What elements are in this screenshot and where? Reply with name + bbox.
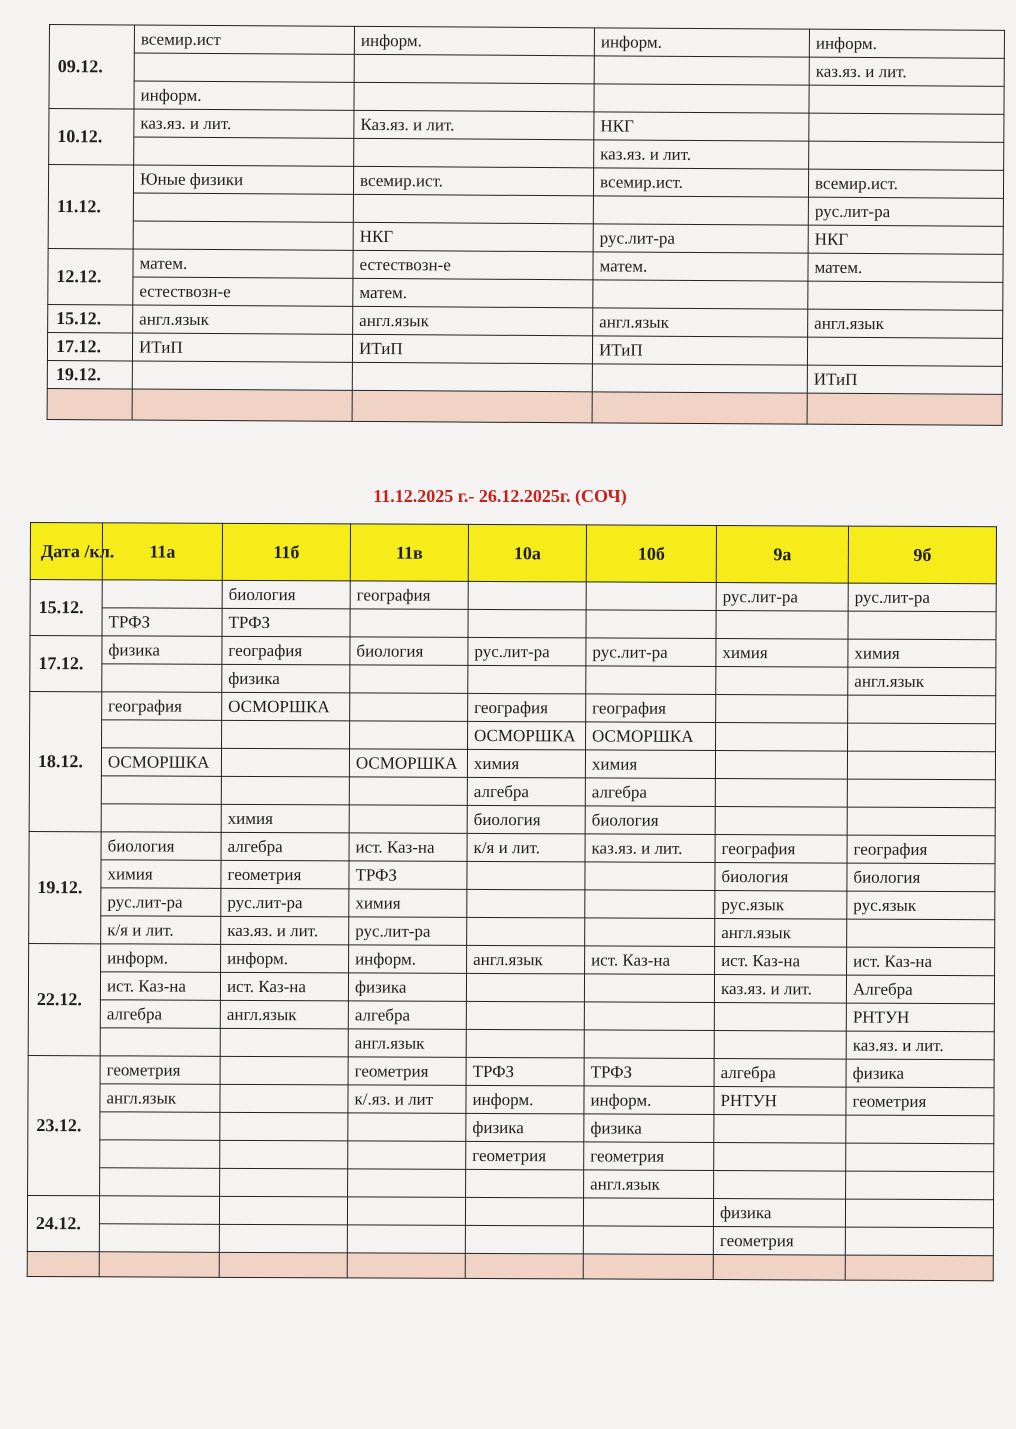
subject-cell: Каз.яз. и лит. bbox=[354, 110, 594, 139]
table-row bbox=[28, 971, 994, 1003]
subject-cell: ИТиП bbox=[132, 333, 352, 362]
table-row bbox=[30, 636, 996, 668]
subject-cell: биология bbox=[715, 862, 847, 891]
subject-cell bbox=[586, 666, 716, 695]
main-schedule-body bbox=[27, 580, 996, 1281]
subject-cell bbox=[847, 751, 995, 780]
footer-row bbox=[27, 1251, 993, 1280]
header-cell-10a: 10а bbox=[468, 524, 586, 582]
header-cell-11a: 11а bbox=[102, 523, 222, 581]
subject-cell bbox=[347, 1225, 465, 1254]
subject-cell: ист. Каз-на bbox=[715, 946, 847, 975]
date-cell: 24.12. bbox=[27, 1195, 99, 1251]
subject-cell: геометрия bbox=[348, 1057, 466, 1086]
subject-cell: англ.язык bbox=[584, 1170, 714, 1199]
subject-cell bbox=[584, 1002, 714, 1031]
subject-cell bbox=[807, 337, 1002, 366]
subject-cell bbox=[348, 1113, 466, 1142]
subject-cell: алгебра bbox=[714, 1058, 846, 1087]
subject-cell: НКГ bbox=[594, 112, 809, 141]
footer-cell bbox=[99, 1252, 219, 1278]
header-cell-9b: 9б bbox=[848, 526, 996, 584]
subject-cell bbox=[715, 750, 847, 779]
subject-cell bbox=[347, 1197, 465, 1226]
subject-cell bbox=[846, 1143, 994, 1172]
subject-cell: география bbox=[350, 581, 468, 610]
subject-cell: химия bbox=[585, 750, 715, 779]
subject-cell bbox=[586, 582, 716, 611]
subject-cell bbox=[352, 362, 592, 391]
subject-cell: ОСМОРШКА bbox=[349, 749, 467, 778]
subject-cell bbox=[809, 141, 1004, 170]
subject-cell bbox=[809, 113, 1004, 142]
subject-cell: информ. bbox=[584, 1086, 714, 1115]
table-row bbox=[28, 1167, 994, 1199]
subject-cell: география bbox=[102, 692, 222, 721]
subject-cell bbox=[716, 666, 848, 695]
date-cell: 18.12. bbox=[29, 692, 102, 832]
subject-cell: рус.лит-ра bbox=[593, 224, 808, 253]
subject-cell: физика bbox=[466, 1113, 584, 1142]
date-cell: 23.12. bbox=[28, 1055, 101, 1195]
subject-cell bbox=[350, 609, 468, 638]
subject-cell bbox=[714, 1002, 846, 1031]
subject-cell: информ. bbox=[221, 944, 349, 973]
subject-cell bbox=[715, 806, 847, 835]
subject-cell bbox=[467, 889, 585, 918]
subject-cell bbox=[100, 1028, 220, 1057]
subject-cell: ист. Каз-на bbox=[349, 833, 467, 862]
subject-cell bbox=[99, 1196, 219, 1225]
date-cell: 12.12. bbox=[48, 248, 133, 305]
subject-cell bbox=[468, 581, 586, 610]
subject-cell bbox=[348, 1141, 466, 1170]
subject-cell bbox=[349, 777, 467, 806]
subject-cell bbox=[583, 1226, 713, 1255]
subject-cell bbox=[354, 82, 594, 111]
subject-cell: всемир.ист. bbox=[353, 166, 593, 195]
footer-cell bbox=[27, 1251, 99, 1276]
date-cell: 15.12. bbox=[48, 304, 133, 333]
subject-cell: биология bbox=[847, 863, 995, 892]
subject-cell bbox=[102, 664, 222, 693]
subject-cell bbox=[593, 280, 808, 309]
subject-cell: информ. bbox=[809, 29, 1004, 58]
subject-cell bbox=[848, 611, 996, 640]
subject-cell: ист. Каз-на bbox=[847, 947, 995, 976]
subject-cell: ИТиП bbox=[807, 365, 1002, 394]
subject-cell: ТРФЗ bbox=[349, 861, 467, 890]
table-row bbox=[30, 692, 996, 724]
subject-cell bbox=[348, 1169, 466, 1198]
subject-cell: геометрия bbox=[221, 860, 349, 889]
subject-cell bbox=[586, 610, 716, 639]
footer-cell bbox=[807, 393, 1002, 425]
subject-cell: матем. bbox=[593, 252, 808, 281]
subject-cell: ист. Каз-на bbox=[220, 972, 348, 1001]
subject-cell bbox=[99, 1224, 219, 1253]
table-row bbox=[30, 664, 996, 696]
subject-cell bbox=[102, 580, 222, 609]
subject-cell bbox=[133, 221, 353, 250]
subject-cell: всемир.ист. bbox=[593, 168, 808, 197]
table-row bbox=[27, 1195, 993, 1227]
table-row bbox=[29, 943, 995, 975]
footer-cell bbox=[347, 1253, 465, 1279]
subject-cell bbox=[222, 720, 350, 749]
subject-cell bbox=[845, 1227, 993, 1256]
date-cell: 15.12. bbox=[30, 580, 102, 636]
subject-cell: НКГ bbox=[353, 222, 593, 251]
subject-cell: химия bbox=[221, 804, 349, 833]
subject-cell: матем. bbox=[133, 249, 353, 278]
subject-cell bbox=[220, 1112, 348, 1141]
subject-cell bbox=[808, 281, 1003, 310]
date-cell: 22.12. bbox=[28, 943, 100, 1055]
subject-cell: география bbox=[468, 693, 586, 722]
subject-cell bbox=[102, 720, 222, 749]
subject-cell bbox=[809, 85, 1004, 114]
subject-cell: всемир.ист. bbox=[808, 169, 1003, 198]
subject-cell bbox=[467, 861, 585, 890]
subject-cell: биология bbox=[467, 805, 585, 834]
subject-cell: каз.яз. и лит. bbox=[134, 109, 354, 138]
subject-cell: химия bbox=[101, 860, 221, 889]
subject-cell bbox=[133, 193, 353, 222]
subject-cell bbox=[715, 778, 847, 807]
subject-cell: каз.яз. и лит. bbox=[221, 916, 349, 945]
subject-cell bbox=[583, 1198, 713, 1227]
subject-cell bbox=[466, 1001, 584, 1030]
subject-cell bbox=[848, 695, 996, 724]
subject-cell: алгебра bbox=[221, 832, 349, 861]
subject-cell: биология bbox=[101, 832, 221, 861]
subject-cell: биология bbox=[585, 806, 715, 835]
subject-cell: рус.лит-ра bbox=[221, 888, 349, 917]
subject-cell bbox=[101, 804, 221, 833]
subject-cell: рус.лит-ра bbox=[586, 638, 716, 667]
subject-cell bbox=[584, 974, 714, 1003]
footer-cell bbox=[465, 1253, 583, 1279]
subject-cell bbox=[221, 748, 349, 777]
subject-cell: рус.язык bbox=[847, 891, 995, 920]
subject-cell: химия bbox=[467, 749, 585, 778]
subject-cell: информ. bbox=[134, 81, 354, 110]
subject-cell: рус.лит-ра bbox=[101, 888, 221, 917]
subject-cell: англ.язык bbox=[133, 305, 353, 334]
subject-cell bbox=[350, 665, 468, 694]
subject-cell: к/я и лит. bbox=[101, 916, 221, 945]
subject-cell: физика bbox=[713, 1198, 845, 1227]
subject-cell: физика bbox=[102, 636, 222, 665]
subject-cell: физика bbox=[222, 664, 350, 693]
date-cell: 19.12. bbox=[29, 831, 101, 943]
date-cell: 11.12. bbox=[48, 165, 134, 250]
subject-cell: каз.яз. и лит. bbox=[585, 834, 715, 863]
subject-cell: ИТиП bbox=[592, 336, 807, 365]
header-cell-date: Дата /кл. bbox=[30, 523, 102, 580]
subject-cell bbox=[134, 137, 354, 166]
subject-cell bbox=[585, 918, 715, 947]
table-row bbox=[29, 831, 995, 863]
subject-cell: ист. Каз-на bbox=[100, 972, 220, 1001]
subject-cell bbox=[100, 1140, 220, 1169]
subject-cell: естествозн-е bbox=[133, 277, 353, 306]
subject-cell bbox=[466, 1029, 584, 1058]
header-cell-11b: 11б bbox=[222, 523, 350, 581]
table-row bbox=[28, 1083, 994, 1115]
table-row bbox=[28, 1139, 994, 1171]
subject-cell bbox=[714, 1170, 846, 1199]
subject-cell: химия bbox=[716, 638, 848, 667]
subject-cell bbox=[221, 776, 349, 805]
table-row bbox=[29, 775, 995, 807]
subject-cell bbox=[592, 364, 807, 393]
main-schedule-table bbox=[27, 522, 997, 1281]
subject-cell: рус.лит-ра bbox=[468, 637, 586, 666]
subject-cell: всемир.ист bbox=[134, 25, 354, 54]
subject-cell: биология bbox=[222, 580, 350, 609]
subject-cell bbox=[220, 1056, 348, 1085]
top-schedule-body bbox=[47, 25, 1004, 426]
subject-cell bbox=[847, 919, 995, 948]
subject-cell: информ. bbox=[466, 1085, 584, 1114]
subject-cell: геометрия bbox=[713, 1226, 845, 1255]
subject-cell bbox=[716, 722, 848, 751]
subject-cell: физика bbox=[348, 973, 466, 1002]
date-cell: 17.12. bbox=[47, 332, 132, 361]
header-cell-9a: 9а bbox=[716, 525, 848, 583]
subject-cell: ТРФЗ bbox=[584, 1058, 714, 1087]
subject-cell: НКГ bbox=[808, 225, 1003, 254]
subject-cell: каз.яз. и лит. bbox=[809, 57, 1004, 86]
subject-cell bbox=[349, 805, 467, 834]
table-row bbox=[28, 1027, 994, 1059]
header-cell-10b: 10б bbox=[586, 525, 716, 583]
subject-cell: геометрия bbox=[466, 1141, 584, 1170]
subject-cell: география bbox=[586, 694, 716, 723]
subject-cell: к/.яз. и лит bbox=[348, 1085, 466, 1114]
subject-cell bbox=[354, 138, 594, 167]
subject-cell: каз.яз. и лит. bbox=[714, 974, 846, 1003]
table-row bbox=[29, 915, 995, 947]
table-row bbox=[29, 748, 995, 780]
subject-cell bbox=[132, 361, 352, 390]
subject-cell: Алгебра bbox=[846, 975, 994, 1004]
footer-cell bbox=[352, 390, 592, 422]
subject-cell bbox=[465, 1225, 583, 1254]
subject-cell: ОСМОРШКА bbox=[222, 692, 350, 721]
subject-cell bbox=[467, 917, 585, 946]
subject-cell: РНТУН bbox=[714, 1086, 846, 1115]
subject-cell: геометрия bbox=[100, 1056, 220, 1085]
subject-cell: каз.яз. и лит. bbox=[846, 1031, 994, 1060]
subject-cell: ОСМОРШКА bbox=[586, 722, 716, 751]
subject-cell: география bbox=[222, 636, 350, 665]
subject-cell: РНТУН bbox=[846, 1003, 994, 1032]
subject-cell: англ.язык bbox=[848, 667, 996, 696]
subject-cell: англ.язык bbox=[348, 1029, 466, 1058]
subject-cell bbox=[845, 1199, 993, 1228]
subject-cell bbox=[100, 1112, 220, 1141]
subject-cell: геометрия bbox=[846, 1087, 994, 1116]
subject-cell: англ.язык bbox=[100, 1084, 220, 1113]
header-cell-11v: 11в bbox=[350, 524, 468, 582]
table-row bbox=[28, 999, 994, 1031]
subject-cell bbox=[134, 53, 354, 82]
subject-cell: ОСМОРШКА bbox=[101, 748, 221, 777]
date-cell: 17.12. bbox=[30, 636, 102, 692]
subject-cell bbox=[468, 665, 586, 694]
subject-cell bbox=[220, 1140, 348, 1169]
footer-cell bbox=[713, 1254, 845, 1280]
top-schedule-table bbox=[47, 24, 1005, 426]
table-row bbox=[30, 608, 996, 640]
subject-cell: химия bbox=[349, 889, 467, 918]
subject-cell bbox=[594, 56, 809, 85]
subject-cell: алгебра bbox=[348, 1001, 466, 1030]
subject-cell bbox=[584, 1030, 714, 1059]
subject-cell: география bbox=[847, 835, 995, 864]
subject-cell: рус.лит-ра bbox=[716, 582, 848, 611]
footer-cell bbox=[592, 392, 807, 424]
table-row bbox=[28, 1111, 994, 1143]
subject-cell: алгебра bbox=[585, 778, 715, 807]
subject-cell: география bbox=[715, 834, 847, 863]
subject-cell bbox=[846, 1171, 994, 1200]
subject-cell bbox=[350, 693, 468, 722]
subject-cell: англ.язык bbox=[593, 308, 808, 337]
table-row bbox=[30, 580, 996, 612]
table-row bbox=[27, 1223, 993, 1255]
footer-cell bbox=[219, 1252, 347, 1278]
table-row bbox=[29, 859, 995, 891]
subject-cell: матем. bbox=[353, 278, 593, 307]
subject-cell: ОСМОРШКА bbox=[468, 721, 586, 750]
subject-cell: ТРФЗ bbox=[466, 1057, 584, 1086]
subject-cell bbox=[220, 1084, 348, 1113]
subject-cell bbox=[350, 721, 468, 750]
subject-cell bbox=[100, 1168, 220, 1197]
subject-cell: англ.язык bbox=[220, 1000, 348, 1029]
footer-row bbox=[47, 388, 1002, 425]
subject-cell bbox=[354, 54, 594, 83]
subject-cell: информ. bbox=[354, 26, 594, 55]
subject-cell bbox=[219, 1224, 347, 1253]
subject-cell bbox=[468, 609, 586, 638]
subject-cell: рус.лит-ра bbox=[349, 917, 467, 946]
subject-cell: естествозн-е bbox=[353, 250, 593, 279]
subject-cell: химия bbox=[848, 639, 996, 668]
date-cell: 10.12. bbox=[49, 109, 134, 166]
subject-cell: алгебра bbox=[100, 1000, 220, 1029]
subject-cell: каз.яз. и лит. bbox=[594, 140, 809, 169]
subject-cell: информ. bbox=[101, 944, 221, 973]
main-schedule-header bbox=[30, 523, 996, 584]
subject-cell: англ.язык bbox=[467, 945, 585, 974]
subject-cell: физика bbox=[846, 1059, 994, 1088]
subject-cell bbox=[847, 779, 995, 808]
subject-cell: англ.язык bbox=[715, 918, 847, 947]
subject-cell: англ.язык bbox=[353, 306, 593, 335]
date-cell: 19.12. bbox=[47, 360, 132, 389]
subject-cell: рус.лит-ра bbox=[808, 197, 1003, 226]
subject-cell: алгебра bbox=[467, 777, 585, 806]
subject-cell bbox=[466, 973, 584, 1002]
subject-cell: геометрия bbox=[584, 1142, 714, 1171]
subject-cell bbox=[847, 807, 995, 836]
subject-cell: матем. bbox=[808, 253, 1003, 282]
subject-cell: информ. bbox=[349, 945, 467, 974]
subject-cell bbox=[466, 1169, 584, 1198]
subject-cell bbox=[101, 776, 221, 805]
subject-cell bbox=[714, 1142, 846, 1171]
subject-cell: ТРФЗ bbox=[222, 608, 350, 637]
section-title: 11.12.2025 г.- 26.12.2025г. (СОЧ) bbox=[373, 486, 627, 506]
subject-cell: биология bbox=[350, 637, 468, 666]
date-cell: 09.12. bbox=[49, 25, 135, 110]
table-row bbox=[30, 720, 996, 752]
subject-cell: ист. Каз-на bbox=[585, 946, 715, 975]
subject-cell: ТРФЗ bbox=[102, 608, 222, 637]
subject-cell: англ.язык bbox=[808, 309, 1003, 338]
table-row bbox=[29, 887, 995, 919]
subject-cell: Юные физики bbox=[133, 165, 353, 194]
subject-cell: физика bbox=[584, 1114, 714, 1143]
header-row bbox=[30, 523, 996, 584]
subject-cell: ИТиП bbox=[352, 334, 592, 363]
subject-cell bbox=[716, 694, 848, 723]
subject-cell bbox=[585, 890, 715, 919]
subject-cell bbox=[585, 862, 715, 891]
subject-cell bbox=[465, 1197, 583, 1226]
subject-cell: рус.язык bbox=[715, 890, 847, 919]
subject-cell: к/я и лит. bbox=[467, 833, 585, 862]
subject-cell: информ. bbox=[594, 28, 809, 57]
subject-cell bbox=[219, 1196, 347, 1225]
subject-cell bbox=[714, 1030, 846, 1059]
footer-cell bbox=[132, 389, 352, 421]
subject-cell bbox=[714, 1114, 846, 1143]
table-row bbox=[29, 803, 995, 835]
subject-cell bbox=[848, 723, 996, 752]
subject-cell bbox=[846, 1115, 994, 1144]
table-row bbox=[28, 1055, 994, 1087]
subject-cell bbox=[220, 1028, 348, 1057]
subject-cell bbox=[220, 1168, 348, 1197]
subject-cell bbox=[353, 194, 593, 223]
subject-cell bbox=[716, 610, 848, 639]
subject-cell bbox=[593, 196, 808, 225]
footer-cell bbox=[845, 1255, 993, 1281]
subject-cell bbox=[594, 84, 809, 113]
footer-cell bbox=[583, 1254, 713, 1280]
footer-cell bbox=[47, 388, 132, 420]
subject-cell: рус.лит-ра bbox=[848, 583, 996, 612]
